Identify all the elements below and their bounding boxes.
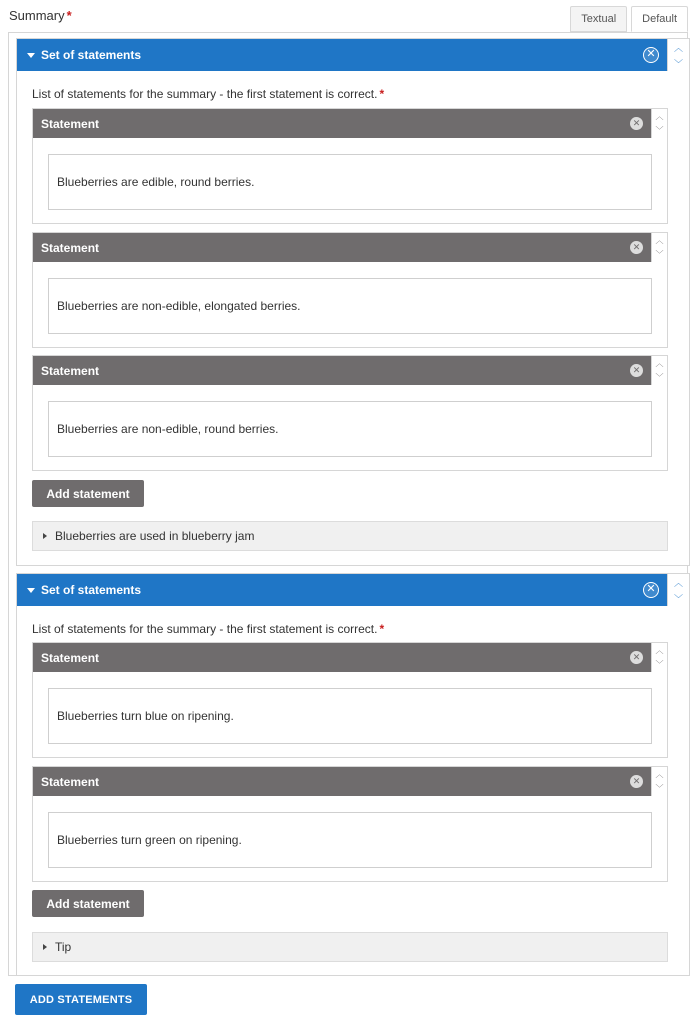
view-tabs [566, 6, 688, 32]
remove-statement-icon[interactable]: ✕ [630, 651, 643, 664]
order-controls [651, 233, 667, 262]
statement-input[interactable]: Blueberries turn green on ripening. [48, 812, 652, 868]
set-header[interactable] [17, 574, 689, 606]
statement-title: Statement [41, 774, 100, 789]
remove-statement-icon[interactable]: ✕ [630, 364, 643, 377]
instruction-text: List of statements for the summary - the first statement is correct. [32, 622, 378, 636]
statement-item [32, 108, 668, 224]
order-controls [651, 643, 667, 672]
remove-statement-icon[interactable]: ✕ [630, 775, 643, 788]
remove-statement-icon[interactable]: ✕ [630, 241, 643, 254]
field-label [9, 8, 72, 23]
statement-input[interactable]: Blueberries are non-edible, round berries. [48, 401, 652, 457]
set-instruction [32, 622, 384, 636]
chevron-down-icon[interactable]: ﹀ [655, 373, 664, 383]
statement-header[interactable] [33, 767, 667, 796]
add-statements-button[interactable]: ADD STATEMENTS [15, 984, 147, 1015]
statement-title: Statement [41, 240, 100, 255]
tip-toggle[interactable] [32, 521, 668, 551]
chevron-up-icon[interactable]: ︿ [655, 358, 664, 368]
order-controls [667, 574, 689, 606]
statement-item [32, 766, 668, 882]
chevron-up-icon[interactable]: ︿ [673, 42, 683, 53]
statement-title: Statement [41, 363, 100, 378]
remove-set-icon[interactable]: ✕ [643, 47, 659, 63]
statement-title: Statement [41, 116, 100, 131]
tab-textual[interactable]: Textual [570, 6, 627, 32]
statement-header[interactable] [33, 356, 667, 385]
caret-right-icon [43, 533, 47, 539]
caret-right-icon [43, 944, 47, 950]
statement-set [16, 38, 690, 566]
instruction-text: List of statements for the summary - the first statement is correct. [32, 87, 378, 101]
tip-toggle[interactable] [32, 932, 668, 962]
required-mark: * [379, 87, 385, 101]
statement-item [32, 232, 668, 348]
chevron-up-icon[interactable]: ︿ [655, 111, 664, 121]
field-label-text: Summary [9, 8, 65, 23]
chevron-down-icon[interactable]: ﹀ [655, 660, 664, 670]
order-controls [651, 356, 667, 385]
set-title: Set of statements [41, 48, 142, 62]
order-controls [651, 109, 667, 138]
chevron-down-icon[interactable]: ﹀ [655, 250, 664, 260]
set-instruction [32, 87, 384, 101]
statement-input[interactable]: Blueberries turn blue on ripening. [48, 688, 652, 744]
chevron-up-icon[interactable]: ︿ [655, 645, 664, 655]
statement-header[interactable] [33, 233, 667, 262]
statement-item [32, 642, 668, 758]
required-mark: * [66, 8, 72, 23]
tip-label: Blueberries are used in blueberry jam [55, 529, 255, 543]
caret-down-icon[interactable] [27, 588, 35, 593]
chevron-down-icon[interactable]: ﹀ [655, 784, 664, 794]
chevron-up-icon[interactable]: ︿ [655, 235, 664, 245]
chevron-up-icon[interactable]: ︿ [655, 769, 664, 779]
statement-input[interactable]: Blueberries are edible, round berries. [48, 154, 652, 210]
caret-down-icon[interactable] [27, 53, 35, 58]
remove-set-icon[interactable]: ✕ [643, 582, 659, 598]
tip-label: Tip [55, 940, 72, 954]
chevron-up-icon[interactable]: ︿ [673, 577, 683, 588]
chevron-down-icon[interactable]: ﹀ [655, 126, 664, 136]
summary-container [8, 32, 688, 976]
add-statement-button[interactable]: Add statement [32, 480, 144, 507]
order-controls [667, 39, 689, 71]
order-controls [651, 767, 667, 796]
statement-title: Statement [41, 650, 100, 665]
add-statement-button[interactable]: Add statement [32, 890, 144, 917]
statement-header[interactable] [33, 109, 667, 138]
set-title: Set of statements [41, 583, 142, 597]
statement-header[interactable] [33, 643, 667, 672]
set-header[interactable] [17, 39, 689, 71]
tab-default[interactable]: Default [631, 6, 688, 32]
chevron-down-icon[interactable]: ﹀ [673, 593, 683, 604]
chevron-down-icon[interactable]: ﹀ [673, 58, 683, 69]
required-mark: * [379, 622, 385, 636]
statement-input[interactable]: Blueberries are non-edible, elongated berries. [48, 278, 652, 334]
statement-set [16, 573, 690, 976]
statement-item [32, 355, 668, 471]
remove-statement-icon[interactable]: ✕ [630, 117, 643, 130]
